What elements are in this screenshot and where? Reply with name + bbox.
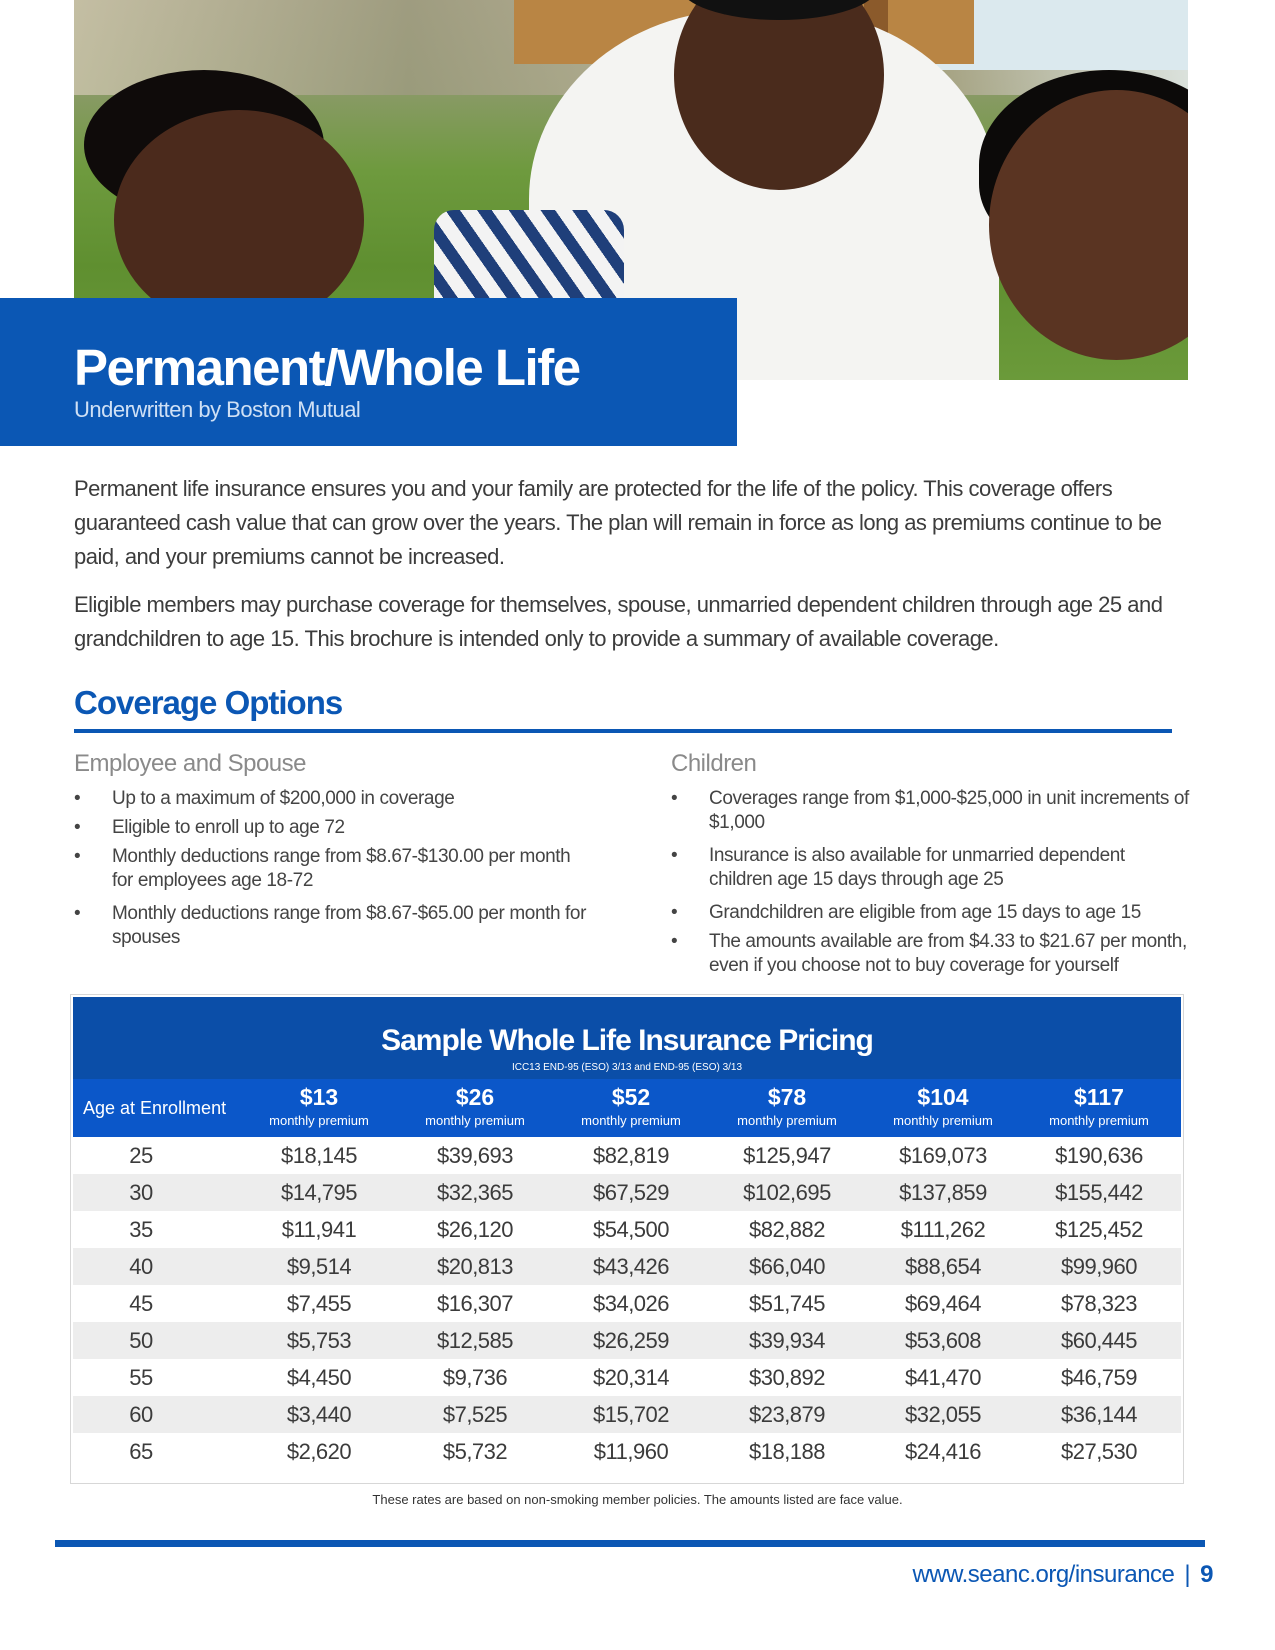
face-value-cell: $111,262 <box>900 1217 986 1242</box>
face-value-cell: $39,693 <box>436 1143 514 1168</box>
page-title: Permanent/Whole Life <box>74 339 580 396</box>
list-item-text: Eligible to enroll up to age 72 <box>112 817 345 838</box>
premium-column-header <box>397 1079 553 1137</box>
face-value-cell: $82,882 <box>748 1217 826 1242</box>
face-value-cell: $155,442 <box>1055 1180 1143 1205</box>
premium-label: monthly premium <box>1049 1113 1149 1128</box>
table-row <box>73 1396 1181 1433</box>
age-cell: 25 <box>129 1143 153 1168</box>
face-value-cell: $78,323 <box>1060 1291 1138 1316</box>
table-row <box>73 1137 1181 1174</box>
list-item <box>671 844 1191 892</box>
face-value-cell: $60,445 <box>1060 1328 1138 1353</box>
page-subtitle: Underwritten by Boston Mutual <box>74 397 361 422</box>
age-cell: 50 <box>129 1328 153 1353</box>
table-row <box>73 1174 1181 1211</box>
list-item <box>671 901 1191 925</box>
table-row <box>73 1285 1181 1322</box>
age-column-header: Age at Enrollment <box>83 1098 227 1118</box>
face-value-cell: $14,795 <box>280 1180 358 1205</box>
premium-amount: $117 <box>1074 1084 1124 1110</box>
children-list <box>671 787 1191 978</box>
list-item <box>74 902 594 950</box>
age-cell: 60 <box>129 1402 153 1427</box>
age-cell: 40 <box>129 1254 153 1279</box>
age-cell: 45 <box>129 1291 153 1316</box>
face-value-cell: $23,879 <box>748 1402 826 1427</box>
premium-label: monthly premium <box>425 1113 525 1128</box>
premium-column-header <box>709 1079 865 1137</box>
premium-amount: $52 <box>611 1084 651 1110</box>
page-footer <box>912 1560 1213 1590</box>
bullet-icon: • <box>74 817 81 838</box>
face-value-cell: $26,259 <box>592 1328 670 1353</box>
face-value-cell: $11,941 <box>281 1217 357 1242</box>
face-value-cell: $26,120 <box>436 1217 514 1242</box>
employee-spouse-column <box>74 749 594 955</box>
pricing-table-body <box>73 1137 1181 1470</box>
coverage-heading: Coverage Options <box>74 684 343 721</box>
face-value-cell: $32,055 <box>904 1402 982 1427</box>
face-value-cell: $11,960 <box>593 1439 669 1464</box>
face-value-cell: $36,144 <box>1060 1402 1138 1427</box>
face-value-cell: $137,859 <box>899 1180 987 1205</box>
face-value-cell: $82,819 <box>592 1143 670 1168</box>
table-row <box>73 1359 1181 1396</box>
pricing-table <box>70 994 1184 1484</box>
face-value-cell: $15,702 <box>592 1402 670 1427</box>
list-item-text: Monthly deductions range from $8.67-$130.00 per month for employees age 18-72 <box>112 846 571 891</box>
premium-amount: $104 <box>917 1084 969 1110</box>
age-cell: 35 <box>129 1217 153 1242</box>
premium-column-header <box>241 1079 397 1137</box>
list-item-text: The amounts available are from $4.33 to $21.67 per month, even if you choose not to buy coverage for yourself <box>709 931 1187 976</box>
face-value-cell: $34,026 <box>592 1291 670 1316</box>
pricing-form-code: ICC13 END-95 (ESO) 3/13 and END-95 (ESO) 3/13 <box>511 1062 743 1073</box>
face-value-cell: $88,654 <box>904 1254 982 1279</box>
face-value-cell: $51,745 <box>748 1291 826 1316</box>
face-value-cell: $46,759 <box>1060 1365 1138 1390</box>
list-item-text: Grandchildren are eligible from age 15 days to age 15 <box>709 902 1141 923</box>
face-value-cell: $7,525 <box>442 1402 508 1427</box>
list-item-text: Monthly deductions range from $8.67-$65.00 per month for spouses <box>112 903 587 948</box>
intro-paragraph: Permanent life insurance ensures you and your family are protected for the life of the policy. This coverage offers guaranteed cash value that can grow over the years. The plan will remain in force as long as premiums continue to be paid, and your premiums cannot be increased. <box>74 476 1162 569</box>
face-value-cell: $39,934 <box>748 1328 826 1353</box>
premium-amount: $13 <box>299 1084 339 1110</box>
face-value-cell: $3,440 <box>286 1402 352 1427</box>
face-value-cell: $9,514 <box>286 1254 352 1279</box>
list-item <box>74 787 594 811</box>
age-cell: 30 <box>129 1180 153 1205</box>
face-value-cell: $53,608 <box>904 1328 982 1353</box>
employee-spouse-title: Employee and Spouse <box>74 750 306 777</box>
bullet-icon: • <box>671 788 678 809</box>
face-value-cell: $24,416 <box>904 1439 982 1464</box>
pricing-footnote: These rates are based on non-smoking member policies. The amounts listed are face value. <box>372 1492 903 1507</box>
face-value-cell: $12,585 <box>436 1328 514 1353</box>
footer-separator: | <box>1184 1561 1191 1588</box>
premium-amount: $78 <box>767 1084 807 1110</box>
face-value-cell: $67,529 <box>592 1180 670 1205</box>
face-value-cell: $2,620 <box>286 1439 352 1464</box>
pricing-column-headers <box>73 1079 1181 1137</box>
table-row <box>73 1322 1181 1359</box>
table-row <box>73 1433 1181 1470</box>
face-value-cell: $4,450 <box>286 1365 352 1390</box>
premium-label: monthly premium <box>737 1113 837 1128</box>
premium-label: monthly premium <box>581 1113 681 1128</box>
face-value-cell: $30,892 <box>748 1365 826 1390</box>
face-value-cell: $5,753 <box>286 1328 352 1353</box>
bullet-icon: • <box>671 845 678 866</box>
list-item <box>74 845 594 893</box>
children-column <box>671 749 1191 983</box>
face-value-cell: $66,040 <box>748 1254 826 1279</box>
list-item <box>671 787 1191 835</box>
section-divider <box>74 729 1172 733</box>
premium-column-header <box>1021 1079 1177 1137</box>
page-number: 9 <box>1200 1561 1213 1588</box>
face-value-cell: $41,470 <box>904 1365 982 1390</box>
face-value-cell: $125,452 <box>1055 1217 1143 1242</box>
intro-paragraph: Eligible members may purchase coverage for themselves, spouse, unmarried dependent children through age 25 and grandchildren to age 15. This brochure is intended only to provide a summary of available coverage. <box>74 592 1163 651</box>
face-value-cell: $43,426 <box>592 1254 670 1279</box>
table-row <box>73 1248 1181 1285</box>
list-item <box>671 930 1191 978</box>
list-item <box>74 816 594 840</box>
face-value-cell: $125,947 <box>743 1143 831 1168</box>
footer-url[interactable]: www.seanc.org/insurance <box>912 1561 1175 1588</box>
intro-section <box>74 472 1189 670</box>
face-value-cell: $32,365 <box>436 1180 514 1205</box>
list-item-text: Coverages range from $1,000-$25,000 in unit increments of $1,000 <box>709 788 1189 833</box>
face-value-cell: $20,813 <box>436 1254 514 1279</box>
pricing-title: Sample Whole Life Insurance Pricing <box>381 1024 873 1057</box>
employee-spouse-list <box>74 787 594 950</box>
face-value-cell: $190,636 <box>1055 1143 1143 1168</box>
face-value-cell: $18,145 <box>280 1143 358 1168</box>
premium-amount: $26 <box>455 1084 495 1110</box>
face-value-cell: $16,307 <box>436 1291 514 1316</box>
children-title: Children <box>671 750 757 777</box>
table-row <box>73 1211 1181 1248</box>
premium-column-header <box>865 1079 1021 1137</box>
footer-divider <box>55 1540 1205 1547</box>
face-value-cell: $9,736 <box>442 1365 508 1390</box>
face-value-cell: $7,455 <box>286 1291 352 1316</box>
pricing-table-header <box>73 997 1181 1137</box>
bullet-icon: • <box>671 902 678 923</box>
photo-child-head <box>114 110 364 330</box>
age-cell: 55 <box>129 1365 153 1390</box>
age-cell: 65 <box>129 1439 153 1464</box>
face-value-cell: $99,960 <box>1060 1254 1138 1279</box>
face-value-cell: $18,188 <box>748 1439 826 1464</box>
face-value-cell: $5,732 <box>442 1439 508 1464</box>
bullet-icon: • <box>74 846 81 867</box>
face-value-cell: $54,500 <box>592 1217 670 1242</box>
premium-label: monthly premium <box>893 1113 993 1128</box>
face-value-cell: $169,073 <box>899 1143 987 1168</box>
list-item-text: Insurance is also available for unmarried dependent children age 15 days through age 25 <box>709 845 1125 890</box>
list-item-text: Up to a maximum of $200,000 in coverage <box>112 788 455 809</box>
premium-column-header <box>553 1079 709 1137</box>
face-value-cell: $20,314 <box>592 1365 670 1390</box>
bullet-icon: • <box>671 931 678 952</box>
bullet-icon: • <box>74 903 81 924</box>
face-value-cell: $69,464 <box>904 1291 982 1316</box>
bullet-icon: • <box>74 788 81 809</box>
face-value-cell: $27,530 <box>1060 1439 1138 1464</box>
face-value-cell: $102,695 <box>743 1180 831 1205</box>
premium-label: monthly premium <box>269 1113 369 1128</box>
